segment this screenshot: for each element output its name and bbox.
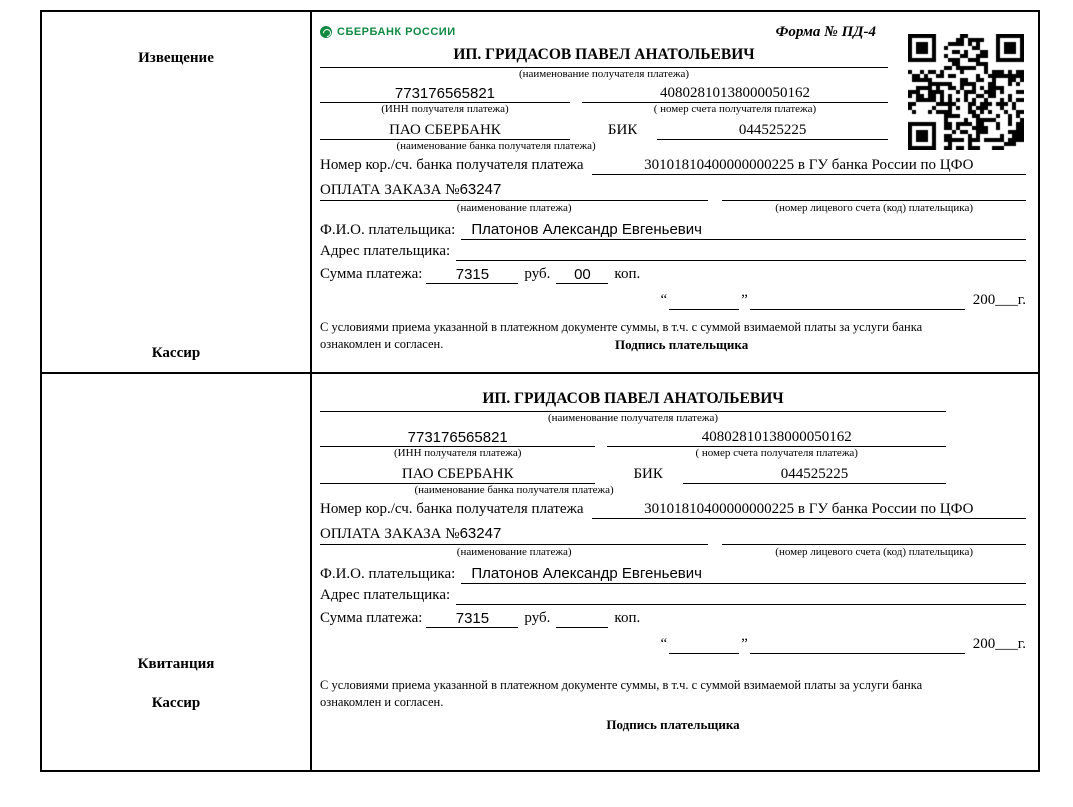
purpose-value: 63247	[459, 525, 502, 542]
date-row	[320, 636, 1026, 655]
payer-address-row	[320, 243, 1026, 261]
agreement-text: С условиями приема указанной в платежном документе суммы, в т.ч. с суммой взимаемой платы за услуги банка ознакомлен и согласен.	[320, 320, 923, 351]
stub-title: Квитанция	[137, 656, 215, 672]
inn-account-captions	[320, 447, 946, 463]
kopecks-label: коп.	[614, 266, 641, 282]
amount-row	[320, 266, 1026, 284]
bik-value: 044525225	[657, 122, 888, 140]
payee-caption: (наименование получателя платежа)	[547, 412, 719, 424]
inn-caption: (ИНН получателя платежа)	[381, 103, 509, 115]
sberbank-logo-text: СБЕРБАНК РОССИИ	[337, 26, 456, 38]
qr-code	[908, 34, 1024, 150]
amount-rubles: 7315	[426, 266, 518, 284]
inn-caption: (ИНН получателя платежа)	[394, 447, 522, 459]
notice-form-body	[312, 12, 1038, 372]
stub-cashier: Кассир	[151, 695, 201, 711]
bik-label: БИК	[633, 466, 663, 482]
close-quote: ”	[741, 636, 748, 652]
stub-cashier: Кассир	[151, 345, 201, 361]
notice-section	[42, 12, 1038, 372]
payer-name-label: Ф.И.О. плательщика:	[320, 222, 456, 238]
year-label: 200___г.	[972, 292, 1026, 308]
purpose-caption: (наименование платежа)	[456, 202, 572, 214]
payer-address-label: Адрес плательщика:	[320, 243, 451, 259]
bik-label: БИК	[607, 122, 638, 138]
purpose-captions	[320, 546, 1026, 562]
purpose-field	[320, 181, 708, 201]
amount-label: Сумма платежа:	[320, 266, 423, 282]
notice-upper-block	[320, 46, 888, 153]
sberbank-logo	[320, 26, 456, 38]
rubles-label: руб.	[524, 610, 551, 626]
payee-caption: (наименование получателя платежа)	[518, 68, 690, 80]
account-value: 40802810138000050162	[582, 85, 888, 103]
personal-account-caption: (номер лицевого счета (код) плательщика)	[775, 202, 974, 214]
payee-name: ИП. ГРИДАСОВ ПАВЕЛ АНАТОЛЬЕВИЧ	[320, 46, 888, 68]
sberbank-logo-icon	[320, 26, 332, 38]
payer-name-value: Платонов Александр Евгеньевич	[461, 565, 1026, 584]
inn-value: 773176565821	[320, 429, 595, 447]
payer-address-label: Адрес плательщика:	[320, 587, 451, 603]
corr-account-label: Номер кор./сч. банка получателя платежа	[320, 501, 584, 517]
payer-address-line	[456, 259, 1026, 261]
corr-account-value: 30101810400000000225 в ГУ банка России по ЦФО	[592, 157, 1026, 175]
corr-account-row	[320, 501, 1026, 519]
amount-kopecks	[556, 627, 608, 628]
bik-value: 044525225	[683, 466, 946, 484]
agreement-block	[320, 677, 1026, 733]
inn-account-row	[320, 429, 946, 447]
inn-account-captions	[320, 103, 888, 119]
stub-title: Извещение	[138, 50, 214, 66]
year-label: 200___г.	[972, 636, 1026, 652]
payer-name-row	[320, 565, 1026, 584]
purpose-row	[320, 525, 1026, 545]
bank-name: ПАО СБЕРБАНК	[320, 122, 570, 140]
purpose-label: ОПЛАТА ЗАКАЗА №	[320, 182, 460, 198]
open-quote: “	[660, 636, 668, 652]
inn-value: 773176565821	[320, 85, 570, 103]
account-caption: ( номер счета получателя платежа)	[695, 447, 858, 459]
bank-row	[320, 122, 888, 140]
date-day-line	[669, 293, 739, 310]
corr-account-row	[320, 157, 1026, 175]
bank-caption: (наименование банка получателя платежа)	[414, 484, 614, 496]
receipt-section	[42, 372, 1038, 770]
purpose-captions	[320, 202, 1026, 218]
receipt-stub-column	[42, 374, 312, 770]
payer-name-value: Платонов Александр Евгеньевич	[461, 221, 1026, 240]
amount-kopecks: 00	[556, 266, 608, 284]
personal-account-caption: (номер лицевого счета (код) плательщика)	[775, 546, 974, 558]
notice-stub-column	[42, 12, 312, 372]
purpose-caption: (наименование платежа)	[456, 546, 572, 558]
date-month-line	[750, 637, 965, 654]
rubles-label: руб.	[524, 266, 551, 282]
payer-name-label: Ф.И.О. плательщика:	[320, 566, 456, 582]
signature-label: Подпись плательщика	[606, 716, 740, 732]
payer-name-row	[320, 221, 1026, 240]
open-quote: “	[660, 292, 668, 308]
amount-row	[320, 610, 1026, 628]
date-month-line	[750, 293, 965, 310]
form-number-title: Форма № ПД-4	[775, 23, 876, 40]
pd4-form	[40, 10, 1040, 772]
payee-name: ИП. ГРИДАСОВ ПАВЕЛ АНАТОЛЬЕВИЧ	[320, 390, 946, 412]
date-row	[320, 292, 1026, 311]
kopecks-label: коп.	[614, 610, 641, 626]
amount-rubles: 7315	[426, 610, 518, 628]
payer-address-row	[320, 587, 1026, 605]
signature-label: Подпись плательщика	[615, 336, 749, 352]
corr-account-value: 30101810400000000225 в ГУ банка России по ЦФО	[592, 501, 1026, 519]
bank-name: ПАО СБЕРБАНК	[320, 466, 595, 484]
account-caption: ( номер счета получателя платежа)	[653, 103, 817, 115]
personal-account-line	[722, 525, 1026, 545]
agreement-block	[320, 319, 1026, 353]
purpose-value: 63247	[459, 181, 502, 198]
bank-caption: (наименование банка получателя платежа)	[396, 140, 596, 152]
bank-row	[320, 466, 946, 484]
agreement-text: С условиями приема указанной в платежном документе суммы, в т.ч. с суммой взимаемой платы за услуги банка ознакомлен и согласен.	[320, 678, 923, 709]
close-quote: ”	[741, 292, 748, 308]
amount-label: Сумма платежа:	[320, 610, 423, 626]
receipt-form-body	[312, 374, 1038, 770]
personal-account-line	[722, 181, 1026, 201]
receipt-upper-block	[320, 390, 946, 497]
purpose-row	[320, 181, 1026, 201]
inn-account-row	[320, 85, 888, 103]
account-value: 40802810138000050162	[607, 429, 946, 447]
payer-address-line	[456, 603, 1026, 605]
corr-account-label: Номер кор./сч. банка получателя платежа	[320, 157, 584, 173]
date-day-line	[669, 637, 739, 654]
purpose-field	[320, 525, 708, 545]
purpose-label: ОПЛАТА ЗАКАЗА №	[320, 526, 460, 542]
